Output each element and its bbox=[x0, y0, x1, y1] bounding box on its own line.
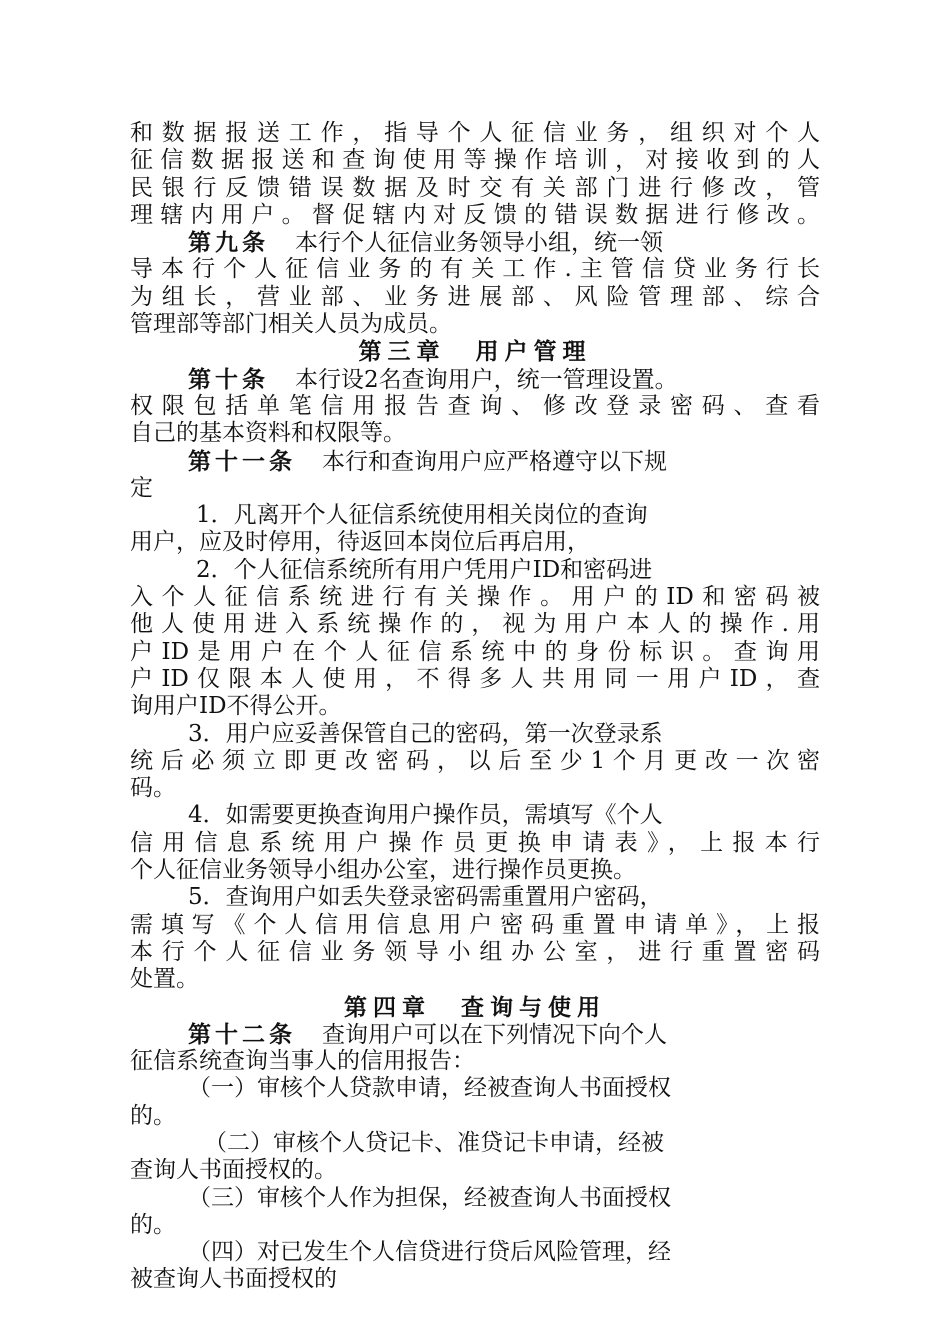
chapter-3-heading bbox=[130, 338, 820, 365]
text-line: 被查询人书面授权的 bbox=[130, 1266, 337, 1293]
text-line: 导本行个人征信业务的有关工作.主管信贷业务行长 bbox=[130, 256, 820, 283]
text-line: 入个人征信系统进行有关操作。用户的ID和密码被 bbox=[130, 584, 820, 611]
text-line: （二）审核个人贷记卡、准贷记卡申请，经被 bbox=[204, 1129, 664, 1156]
text-line: 需填写《个人信用信息用户密码重置申请单》，上报 bbox=[130, 911, 820, 938]
article-10-label: 第十条 bbox=[188, 365, 269, 393]
chapter-4-number: 第四章 bbox=[344, 993, 431, 1021]
text-span: 查询用户可以在下列情况下向个人 bbox=[322, 1021, 667, 1048]
article-12-label: 第十二条 bbox=[188, 1020, 296, 1048]
text-line: 个人征信业务领导小组办公室，进行操作员更换。 bbox=[130, 857, 636, 884]
text-line: 定 bbox=[130, 474, 153, 501]
text-line: 处置。 bbox=[130, 966, 199, 993]
text-line: 询用户ID不得公开。 bbox=[130, 693, 342, 720]
text-line: 本行个人征信业务领导小组办公室，进行重置密码 bbox=[130, 938, 820, 965]
text-line: 5．查询用户如丢失登录密码需重置用户密码， bbox=[188, 884, 663, 911]
text-line: （一）审核个人贷款申请，经被查询人书面授权 bbox=[188, 1075, 671, 1102]
text-line: 自己的基本资料和权限等。 bbox=[130, 420, 406, 447]
article-10-line bbox=[130, 366, 820, 393]
document-page bbox=[130, 120, 820, 1293]
text-line: 民银行反馈错误数据及时交有关部门进行修改，管 bbox=[130, 174, 820, 201]
text-line: 和数据报送工作，指导个人征信业务，组织对个人 bbox=[130, 120, 820, 146]
chapter-4-title: 查询与使用 bbox=[461, 993, 606, 1021]
text-line: 信用信息系统用户操作员更换申请表》，上报本行 bbox=[130, 829, 820, 856]
text-line: 征信系统查询当事人的信用报告： bbox=[130, 1048, 475, 1075]
text-line: 的。 bbox=[130, 1102, 176, 1129]
text-line: 2．个人征信系统所有用户凭用户ID和密码进 bbox=[196, 556, 653, 583]
article-9-label: 第九条 bbox=[188, 229, 269, 257]
text-span: 本行个人征信业务领导小组，统一领 bbox=[295, 230, 663, 257]
chapter-3-title: 用户管理 bbox=[475, 338, 592, 366]
article-12-line bbox=[130, 1021, 820, 1048]
text-line: 管理部等部门相关人员为成员。 bbox=[130, 311, 452, 338]
text-line: 户ID仅限本人使用，不得多人共用同一用户ID，查 bbox=[130, 665, 820, 692]
chapter-3-number: 第三章 bbox=[358, 338, 446, 366]
text-line: 征信数据报送和查询使用等操作培训，对接收到的人 bbox=[130, 147, 820, 174]
text-line: 3．用户应妥善保管自己的密码，第一次登录系 bbox=[188, 720, 663, 747]
text-line: 用户，应及时停用，待返回本岗位后再启用， bbox=[130, 529, 590, 556]
text-line: （三）审核个人作为担保，经被查询人书面授权 bbox=[188, 1184, 671, 1211]
text-line: 的。 bbox=[130, 1211, 176, 1238]
text-span: 本行和查询用户应严格遵守以下规 bbox=[322, 448, 667, 475]
text-line: 4．如需要更换查询用户操作员，需填写《个人 bbox=[188, 802, 663, 829]
text-line: 为组长，营业部、业务进展部、风险管理部、综合 bbox=[130, 283, 820, 310]
text-line: 他人使用进入系统操作的，视为用户本人的操作.用 bbox=[130, 611, 820, 638]
text-line: 权限包括单笔信用报告查询、修改登录密码、查看 bbox=[130, 392, 820, 419]
text-line: 1．凡离开个人征信系统使用相关岗位的查询 bbox=[196, 502, 648, 529]
text-line: 理辖内用户。督促辖内对反馈的错误数据进行修改。 bbox=[130, 201, 820, 228]
text-line: 统后必须立即更改密码，以后至少1个月更改一次密 bbox=[130, 747, 820, 774]
text-line: （四）对已发生个人信贷进行贷后风险管理，经 bbox=[188, 1239, 671, 1266]
article-11-label: 第十一条 bbox=[188, 447, 296, 475]
text-line: 码。 bbox=[130, 775, 176, 802]
text-line: 户ID是用户在个人征信系统中的身份标识。查询用 bbox=[130, 638, 820, 665]
article-11-line bbox=[130, 448, 820, 475]
article-9-line bbox=[130, 229, 820, 256]
text-span: 本行设2名查询用户，统一管理设置。 bbox=[295, 366, 678, 393]
chapter-4-heading bbox=[130, 994, 820, 1021]
text-line: 查询人书面授权的。 bbox=[130, 1157, 337, 1184]
